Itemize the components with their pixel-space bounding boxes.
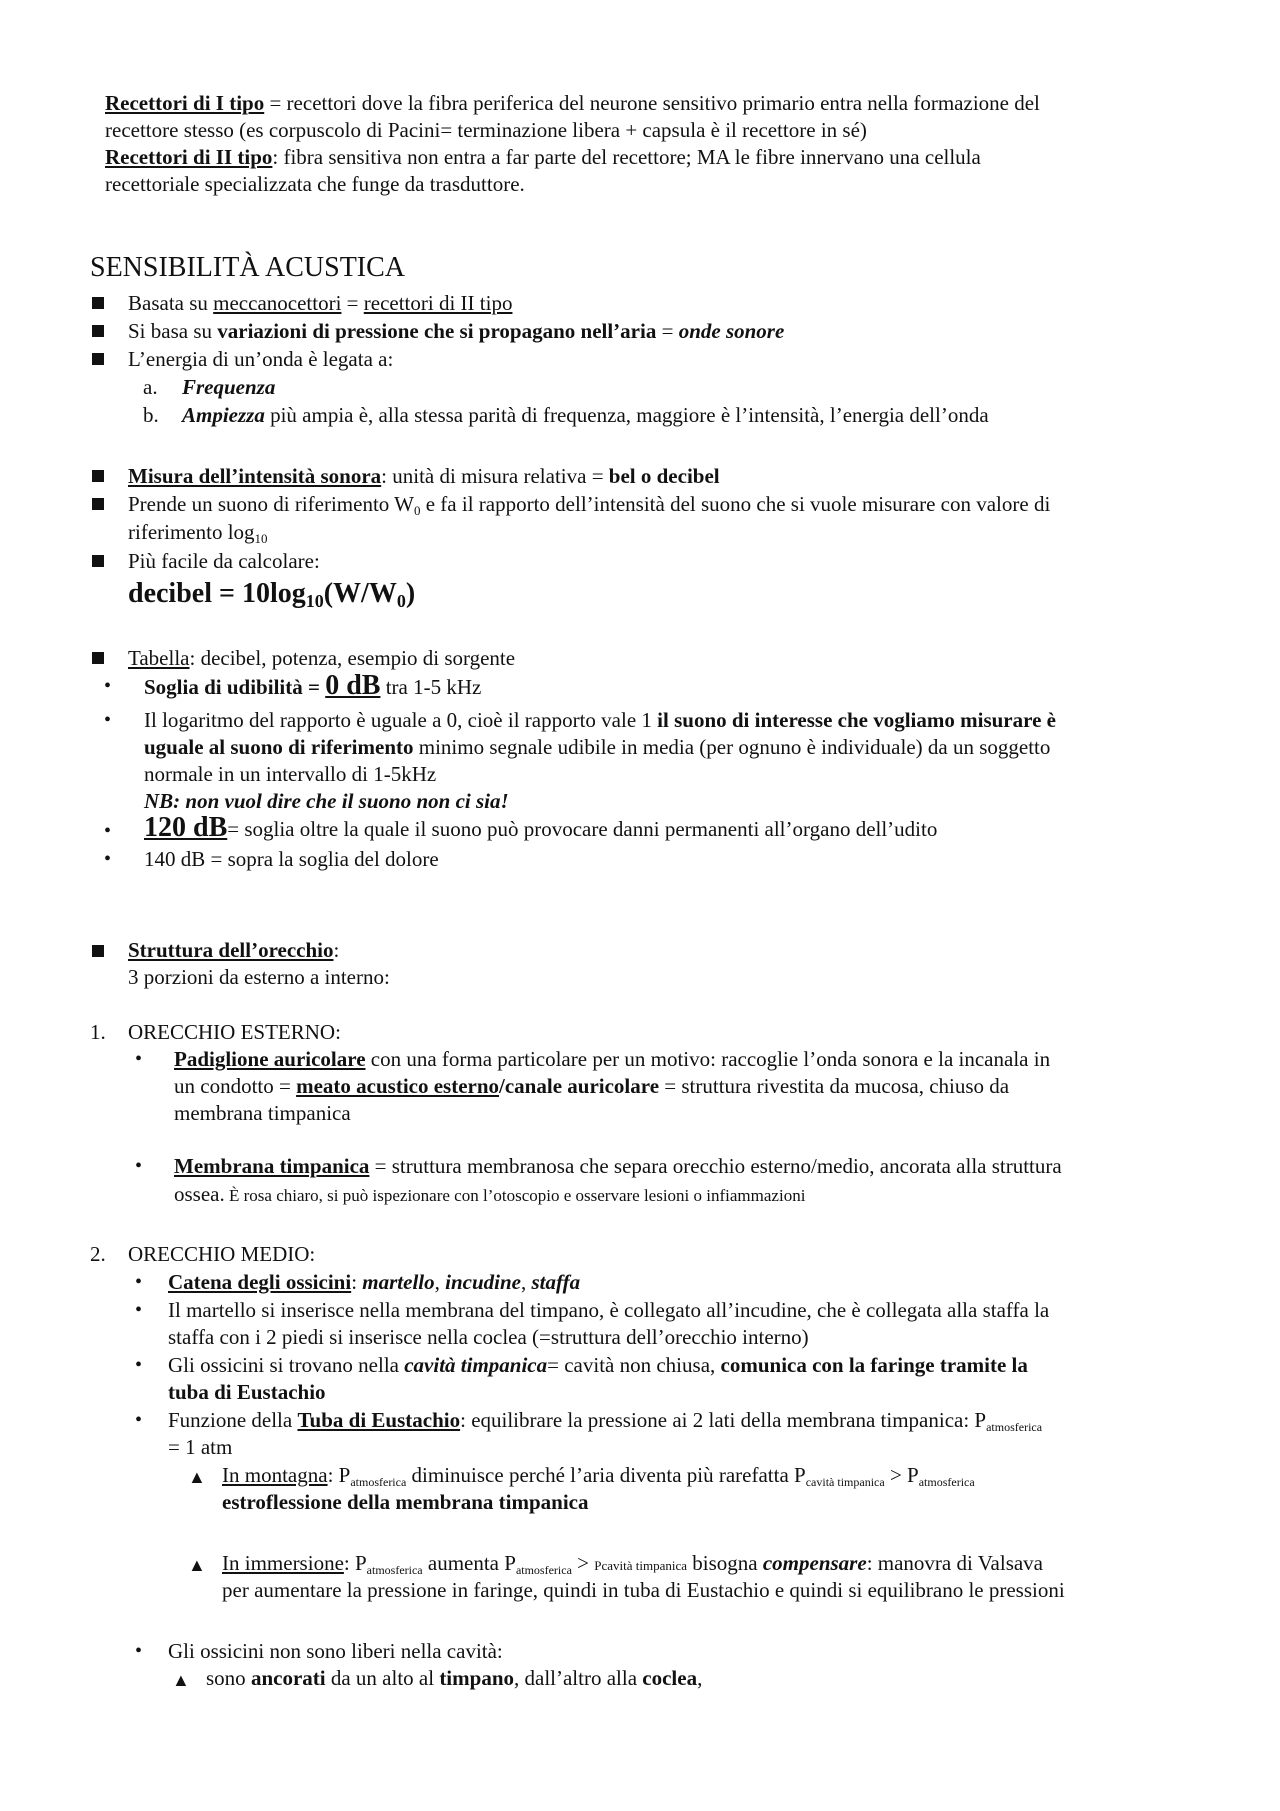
text: con una forma particolare per un motivo: raccoglie l’onda sonora e la incanala in: [365, 1047, 1051, 1071]
logarithm-line-3: normale in un intervallo di 1-5kHz: [144, 762, 437, 786]
incus-term: incudine: [445, 1270, 521, 1294]
receptor-type-2-term: Recettori di II tipo: [105, 145, 273, 169]
text: :: [333, 938, 340, 962]
middle-ear-title: ORECCHIO MEDIO:: [128, 1242, 316, 1266]
bullet-ossicle-chain: [168, 1268, 580, 1296]
text: Il logaritmo del rapporto è uguale a 0, cioè il rapporto vale 1: [144, 708, 658, 732]
subscript: atmosferica: [515, 1563, 572, 1577]
bullet-hearing-threshold: [144, 672, 481, 701]
ear-canal-term: meato acustico esterno: [296, 1074, 500, 1098]
text: =: [656, 319, 679, 343]
logarithm-line-2: [144, 733, 1050, 761]
text-bold: uguale al suono di riferimento: [144, 735, 414, 759]
text: Funzione della: [168, 1408, 298, 1432]
text: Basata su: [128, 291, 214, 315]
text: :: [351, 1270, 363, 1294]
text: ,: [697, 1666, 703, 1690]
subscript: atmosferica: [350, 1475, 407, 1489]
ear-structure-term: Struttura dell’orecchio: [128, 938, 334, 962]
amplitude-term: Ampiezza: [182, 403, 265, 427]
text: bisogna: [687, 1551, 763, 1575]
diving-line-2: per aumentare la pressione in faringe, quindi in tuba di Eustachio e quindi si equilibrano le pressioni: [222, 1578, 1065, 1602]
text: (W/W: [323, 578, 397, 609]
dot-bullet-icon: •: [135, 1271, 143, 1293]
compensate-term: compensare: [762, 1551, 867, 1575]
decibel-formula: [128, 578, 416, 611]
bullet-intensity-measure: [128, 462, 720, 490]
text: =: [341, 291, 364, 315]
tympanic-cavity-term: cavità timpanica: [404, 1353, 548, 1377]
eustachian-line-2: = 1 atm: [168, 1435, 233, 1459]
text: ): [405, 578, 416, 609]
malleus-term: martello: [362, 1270, 435, 1294]
subscript: atmosferica: [366, 1563, 423, 1577]
text: Gli ossicini si trovano nella: [168, 1353, 405, 1377]
dot-bullet-icon: •: [135, 1048, 143, 1070]
text: Prende un suono di riferimento W: [128, 492, 414, 516]
text: : unità di misura relativa =: [381, 464, 609, 488]
bullet-easier-calc: Più facile da calcolare:: [128, 549, 320, 573]
dot-bullet-icon: •: [135, 1155, 143, 1177]
subscript: 10: [305, 591, 324, 611]
text: : equilibrare la pressione ai 2 lati della membrana timpanica: P: [460, 1408, 987, 1432]
subscript: atmosferica: [986, 1420, 1043, 1434]
square-bullet-icon: [92, 945, 104, 957]
text: riferimento log: [128, 520, 255, 544]
dot-bullet-icon: •: [104, 709, 112, 731]
dot-bullet-icon: •: [135, 1354, 143, 1376]
bullet-wave-energy: L’energia di un’onda è legata a:: [128, 347, 394, 371]
triangle-bullet-icon: ▲: [172, 1670, 190, 1690]
ossicle-chain-term: Catena degli ossicini: [168, 1270, 352, 1294]
tympanic-cavity-line-2: tuba di Eustachio: [168, 1380, 326, 1404]
tympanic-membrane-term: Membrana timpanica: [174, 1154, 370, 1178]
dot-bullet-icon: •: [135, 1640, 143, 1662]
bullet-tympanic-membrane: [174, 1152, 1062, 1180]
diving-term: In immersione: [222, 1551, 344, 1575]
text: diminuisce perché l’aria diventa più rarefatta P: [406, 1463, 806, 1487]
text: e fa il rapporto dell’intensità del suono che si vuole misurare con valore di: [420, 492, 1051, 516]
list-marker-b: b.: [143, 403, 159, 427]
text-bold: bel o decibel: [608, 464, 720, 488]
text: ossea.: [174, 1182, 225, 1206]
dot-bullet-icon: •: [135, 1299, 143, 1321]
pinna-term: Padiglione auricolare: [174, 1047, 366, 1071]
amplitude-item: [182, 401, 989, 429]
text: = cavità non chiusa,: [547, 1353, 721, 1377]
text: più ampia è, alla stessa parità di frequenza, maggiore è l’intensità, l’energia dell’onda: [264, 403, 989, 427]
dot-bullet-icon: •: [135, 1409, 143, 1431]
square-bullet-icon: [92, 652, 104, 664]
text-bold: variazioni di pressione che si propagano nell’aria: [217, 319, 657, 343]
bullet-ear-structure: [128, 936, 339, 964]
bullet-anchored: [206, 1664, 702, 1692]
square-bullet-icon: [92, 555, 104, 567]
120-db-value: 120 dB: [144, 812, 228, 843]
bullet-pressure-variations: [128, 317, 784, 345]
bullet-140db: 140 dB = sopra la soglia del dolore: [144, 847, 439, 871]
square-bullet-icon: [92, 498, 104, 510]
mountain-term: In montagna: [222, 1463, 328, 1487]
tympanic-line-2: [174, 1180, 805, 1210]
subscript: 10: [254, 531, 268, 546]
text-bold: il suono di interesse che vogliamo misurare è: [657, 708, 1056, 732]
text: aumenta P: [422, 1551, 516, 1575]
subscript: 0: [396, 591, 406, 611]
list-marker-a: a.: [143, 375, 158, 399]
pinna-line-2: [174, 1072, 1009, 1100]
intensity-term: Misura dell’intensità sonora: [128, 464, 382, 488]
square-bullet-icon: [92, 325, 104, 337]
bullet-ossicles-not-free: Gli ossicini non sono liberi nella cavità:: [168, 1639, 503, 1663]
text: da un alto al: [325, 1666, 440, 1690]
text: > P: [884, 1463, 919, 1487]
list-number-2: 2.: [90, 1242, 106, 1266]
subscript: cavità timpanica: [805, 1475, 885, 1489]
text: sono: [206, 1666, 251, 1690]
bullet-pinna: [174, 1045, 1050, 1073]
square-bullet-icon: [92, 353, 104, 365]
intro-line-2: recettore stesso (es corpuscolo di Pacini= terminazione libera + capsula è il recettore in sé): [105, 118, 867, 142]
text-bold: coclea: [642, 1666, 698, 1690]
text: : decibel, potenza, esempio di sorgente: [189, 646, 516, 670]
text: minimo segnale udibile in media (per ognuno è individuale) da un soggetto: [413, 735, 1051, 759]
intro-text: = recettori dove la fibra periferica del neurone sensitivo primario entra nella formazione del: [264, 91, 1040, 115]
text: decibel = 10log: [128, 578, 306, 609]
section-heading: SENSIBILITÀ ACUSTICA: [90, 252, 406, 283]
zero-db-value: 0 dB: [325, 670, 381, 701]
pinna-line-3: membrana timpanica: [174, 1101, 351, 1125]
subscript: atmosferica: [918, 1475, 975, 1489]
intro-text: : fibra sensitiva non entra a far parte del recettore; MA le fibre innervano una cellula: [272, 145, 981, 169]
intro-line-4: recettoriale specializzata che funge da trasduttore.: [105, 172, 525, 196]
text: : P: [327, 1463, 351, 1487]
bullet-reference-sound: [128, 490, 1050, 518]
dot-bullet-icon: •: [104, 675, 112, 697]
bullet-tympanic-cavity: [168, 1351, 1028, 1379]
stapes-term: staffa: [531, 1270, 581, 1294]
square-bullet-icon: [92, 297, 104, 309]
text: >: [571, 1551, 595, 1575]
bullet-mountain: [222, 1461, 975, 1489]
square-bullet-icon: [92, 470, 104, 482]
text: Si basa su: [128, 319, 218, 343]
text: : P: [343, 1551, 367, 1575]
dot-bullet-icon: •: [104, 820, 112, 842]
intro-line-1: [105, 89, 1040, 117]
text: ,: [520, 1270, 532, 1294]
malleus-line-2: staffa con i 2 piedi si inserisce nella coclea (=struttura dell’orecchio interno): [168, 1325, 809, 1349]
text: ,: [434, 1270, 446, 1294]
text-bold: /canale auricolare: [499, 1074, 660, 1098]
text: : manovra di Valsava: [866, 1551, 1044, 1575]
text-small: Pcavità timpanica: [594, 1558, 688, 1573]
outer-ear-title: ORECCHIO ESTERNO:: [128, 1020, 341, 1044]
eustachian-tube-term: Tuba di Eustachio: [297, 1408, 461, 1432]
text: , dall’altro alla: [514, 1666, 643, 1690]
receptor-type-2-ref: recettori di II tipo: [363, 291, 513, 315]
text: = soglia oltre la quale il suono può provocare danni permanenti all’organo dell’udito: [227, 817, 938, 841]
bullet-table: [128, 644, 515, 672]
frequency-term: Frequenza: [182, 375, 276, 399]
text: un condotto =: [174, 1074, 297, 1098]
triangle-bullet-icon: ▲: [188, 1467, 206, 1487]
bullet-malleus: Il martello si inserisce nella membrana del timpano, è collegato all’incudine, che è collegata alla staffa la: [168, 1298, 1050, 1322]
text-bold: timpano: [439, 1666, 514, 1690]
text-small: È rosa chiaro, si può ispezionare con l’otoscopio e osservare lesioni o infiammazioni: [224, 1186, 806, 1205]
reference-line-2: [128, 518, 268, 546]
nb-note: NB: non vuol dire che il suono non ci sia!: [144, 789, 509, 813]
intro-line-3: [105, 143, 981, 171]
dot-bullet-icon: •: [104, 848, 112, 870]
triangle-bullet-icon: ▲: [188, 1555, 206, 1575]
text-bold: Soglia di udibilità =: [144, 675, 326, 699]
bullet-mechanoreceptors: [128, 289, 512, 317]
sound-waves-term: onde sonore: [678, 319, 785, 343]
mechanoreceptors-term: meccanocettori: [213, 291, 342, 315]
bullet-eustachian-function: [168, 1406, 1042, 1434]
receptor-type-1-term: Recettori di I tipo: [105, 91, 265, 115]
text: = struttura rivestita da mucosa, chiuso da: [659, 1074, 1010, 1098]
text-bold: ancorati: [250, 1666, 326, 1690]
text: tra 1-5 kHz: [380, 675, 482, 699]
bullet-120db: [144, 814, 937, 843]
mountain-line-2: estroflessione della membrana timpanica: [222, 1490, 589, 1514]
text-bold: comunica con la faringe tramite la: [720, 1353, 1028, 1377]
bullet-logarithm: [144, 706, 1056, 734]
table-term: Tabella: [128, 646, 190, 670]
ear-portions: 3 porzioni da esterno a interno:: [128, 965, 390, 989]
subscript: 0: [413, 503, 421, 518]
text: = struttura membranosa che separa orecchio esterno/medio, ancorata alla struttura: [369, 1154, 1062, 1178]
list-number-1: 1.: [90, 1020, 106, 1044]
